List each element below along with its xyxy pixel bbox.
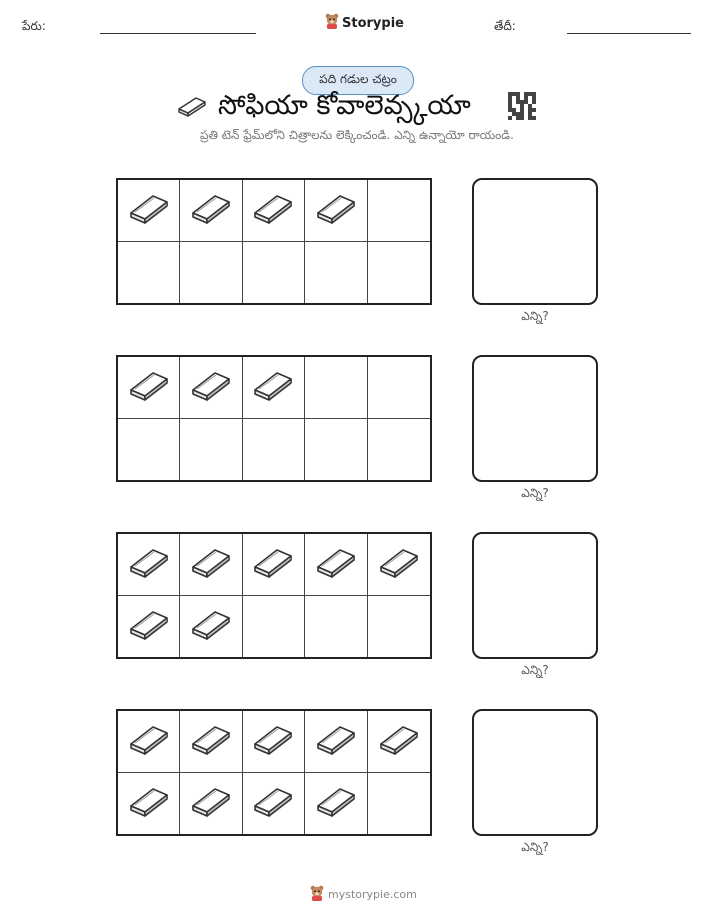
ten-frame-cell	[305, 711, 367, 773]
date-label: తేదీ:	[494, 19, 516, 33]
ten-frame-cell	[305, 596, 367, 658]
ten-frame-cell	[243, 242, 305, 304]
title-book-icon	[176, 95, 208, 121]
book-icon	[189, 368, 233, 406]
ten-frame-cell	[305, 419, 367, 481]
ten-frame-cell	[118, 419, 180, 481]
bear-icon	[325, 13, 339, 33]
footer-site: mystorypie.com	[328, 888, 417, 901]
ten-frame-cell	[118, 357, 180, 419]
answer-box[interactable]	[472, 178, 598, 305]
book-icon	[377, 545, 421, 583]
book-icon	[189, 545, 233, 583]
name-line[interactable]	[100, 33, 256, 34]
ten-frame-cell	[180, 534, 242, 596]
ten-frame-cell	[305, 773, 367, 835]
ten-frame-cell	[180, 596, 242, 658]
book-icon	[189, 784, 233, 822]
ten-frame-cell	[180, 773, 242, 835]
ten-frame-cell	[118, 596, 180, 658]
ten-frame-cell	[368, 596, 430, 658]
book-icon	[127, 607, 171, 645]
instructions: ప్రతి టెన్ ఫ్రేమ్‌లోని చిత్రాలను లెక్కించండి. ఎన్ని ఉన్నాయో రాయండి.	[200, 128, 514, 142]
worksheet-type-badge: పది గడుల చట్రం	[302, 66, 414, 95]
ten-frame-cell	[180, 711, 242, 773]
ten-frame-cell	[243, 596, 305, 658]
ten-frame-cell	[118, 242, 180, 304]
ten-frame-cell	[305, 242, 367, 304]
how-many-label: ఎన్ని?	[521, 486, 549, 500]
book-icon	[251, 191, 295, 229]
book-icon	[127, 722, 171, 760]
ten-frame-cell	[368, 534, 430, 596]
book-icon	[127, 784, 171, 822]
ten-frame-cell	[118, 180, 180, 242]
ten-frame-cell	[368, 242, 430, 304]
book-icon	[314, 545, 358, 583]
page-title: సోఫియా కోవాలెవ్స్కయా	[218, 90, 471, 121]
book-icon	[127, 545, 171, 583]
bear-icon	[310, 885, 324, 904]
brand-logo	[325, 13, 404, 33]
date-line[interactable]	[567, 33, 691, 34]
book-icon	[189, 607, 233, 645]
ten-frame-cell	[180, 357, 242, 419]
ten-frame-cell	[180, 419, 242, 481]
book-icon	[314, 191, 358, 229]
answer-box[interactable]	[472, 532, 598, 659]
ten-frame-cell	[118, 773, 180, 835]
footer	[310, 885, 417, 904]
book-icon	[251, 368, 295, 406]
answer-box[interactable]	[472, 355, 598, 482]
ten-frame-cell	[305, 357, 367, 419]
ten-frame	[116, 355, 432, 482]
ten-frame-cell	[243, 711, 305, 773]
ten-frame-cell	[180, 242, 242, 304]
book-icon	[127, 191, 171, 229]
book-icon	[377, 722, 421, 760]
how-many-label: ఎన్ని?	[521, 840, 549, 854]
ten-frame-cell	[243, 534, 305, 596]
how-many-label: ఎన్ని?	[521, 309, 549, 323]
ten-frame-cell	[305, 180, 367, 242]
ten-frame-cell	[243, 773, 305, 835]
ten-frame-cell	[243, 357, 305, 419]
ten-frame-cell	[368, 773, 430, 835]
ten-frame	[116, 709, 432, 836]
ten-frame	[116, 532, 432, 659]
ten-frame	[116, 178, 432, 305]
book-icon	[251, 784, 295, 822]
ten-frame-cell	[180, 180, 242, 242]
ten-frame-cell	[118, 534, 180, 596]
ten-frame-cell	[368, 357, 430, 419]
ten-frame-cell	[368, 711, 430, 773]
book-icon	[189, 722, 233, 760]
qr-code-icon	[508, 92, 536, 120]
book-icon	[251, 722, 295, 760]
ten-frame-cell	[243, 419, 305, 481]
ten-frame-cell	[305, 534, 367, 596]
book-icon	[314, 784, 358, 822]
ten-frame-cell	[368, 180, 430, 242]
answer-box[interactable]	[472, 709, 598, 836]
ten-frame-cell	[243, 180, 305, 242]
how-many-label: ఎన్ని?	[521, 663, 549, 677]
book-icon	[251, 545, 295, 583]
book-icon	[314, 722, 358, 760]
book-icon	[127, 368, 171, 406]
book-icon	[189, 191, 233, 229]
brand-name: Storypie	[342, 15, 404, 31]
name-label: పేరు:	[22, 19, 46, 33]
ten-frame-cell	[368, 419, 430, 481]
ten-frame-cell	[118, 711, 180, 773]
